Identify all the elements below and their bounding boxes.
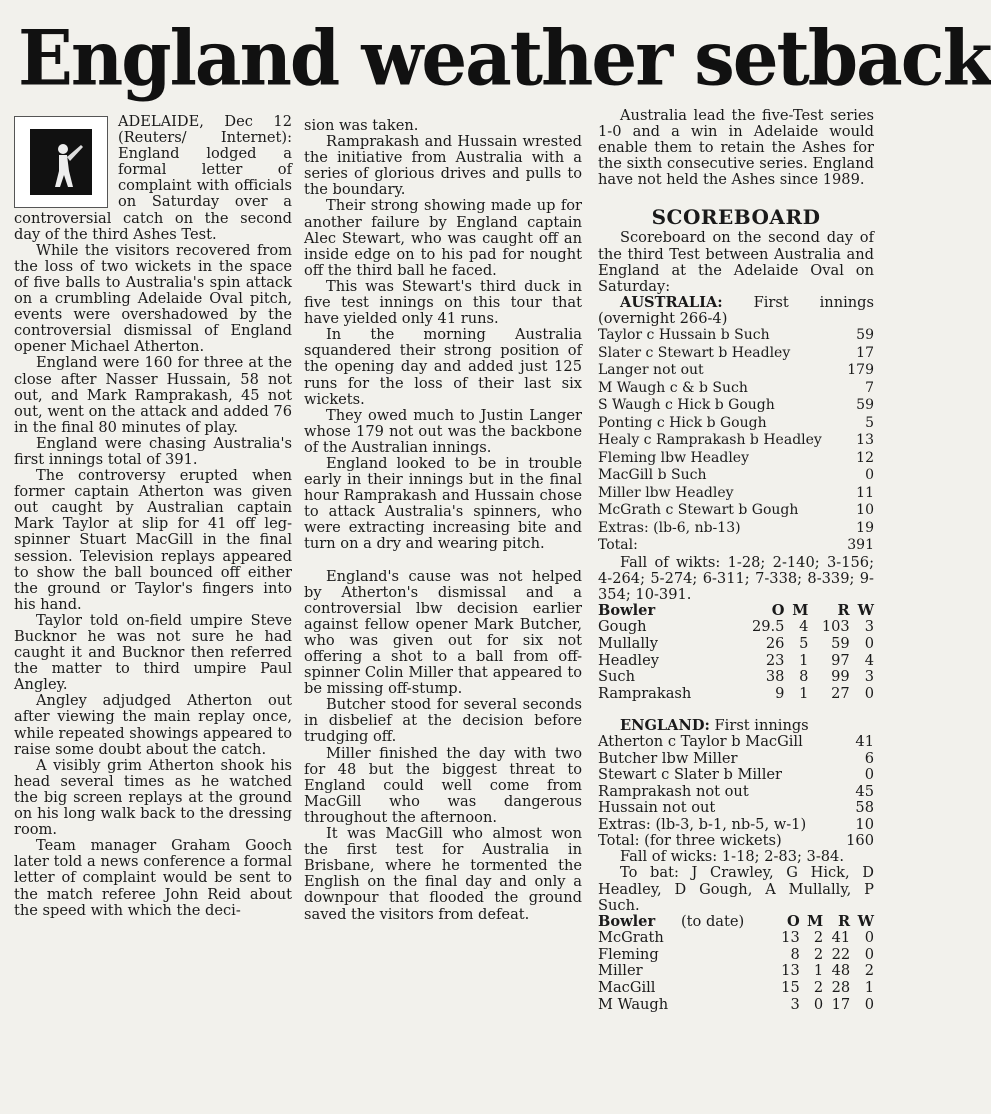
runs: 6 xyxy=(864,749,874,767)
runs: 391 xyxy=(847,537,874,554)
bowler-name: McGrath xyxy=(598,929,664,947)
batting-row xyxy=(598,415,874,433)
batting-row xyxy=(598,432,874,450)
bowling-figure: 3 xyxy=(864,668,874,686)
batting-row xyxy=(598,485,874,503)
runs: 13 xyxy=(856,432,874,449)
runs: 5 xyxy=(865,414,874,431)
bowler-name: Ramprakash xyxy=(598,684,692,702)
column-1-paragraph: While the visitors recovered from the loss of two wickets in the space of five balls to Australia's spin attack on a crumbling Adelaide Oval pitch, events were overshadowed by the controversial dismissal of England opener Michael Atherton. xyxy=(14,241,292,356)
batsman-entry: Ponting c Hick b Gough xyxy=(598,414,767,431)
batting-row xyxy=(598,833,874,849)
bowling-row xyxy=(598,653,874,670)
australia-fall-of-wickets: Fall of wikts: 1-28; 2-140; 3-156; 4-264; 5-274; 6-311; 7-338; 8-339; 9-354; 10-391. xyxy=(598,553,874,603)
article-column-1 xyxy=(14,114,292,919)
column-2-paragraph: In the morning Australia squandered their strong position of the opening day and added just 125 runs for the loss of their last six wickets. xyxy=(304,326,582,408)
column-1-paragraph: Angley adjudged Atherton out after viewing the main replay once, while repeated showings appeared to raise some doubt about the catch. xyxy=(14,692,292,758)
series-summary: Australia lead the five-Test series 1-0 and a win in Adelaide would enable them to retain the Ashes for the sixth consecutive series. England have not held the Ashes since 1989. xyxy=(598,107,874,189)
bowling-figure: 27 xyxy=(831,684,850,702)
batsman-entry: Extras: (lb-3, b-1, nb-5, w-1) xyxy=(598,815,807,833)
bowling-column-header: R xyxy=(837,601,850,619)
column-2-paragraph: Their strong showing made up for another failure by England captain Alec Stewart, who was caught off an inside edge on to his pad for nought off the third ball he faced. xyxy=(304,197,582,279)
bowling-header-row xyxy=(598,914,874,931)
bowling-figure: 1 xyxy=(864,979,874,997)
bowling-row xyxy=(598,947,874,964)
batsman-entry: MacGill b Such xyxy=(598,467,707,484)
batsman-entry: Butcher lbw Miller xyxy=(598,749,738,767)
bowling-figure: 22 xyxy=(831,945,851,963)
bowling-column-header: W xyxy=(857,601,874,619)
bowling-column-header: Bowler xyxy=(598,601,656,619)
england-fall-of-wickets: Fall of wicks: 1-18; 2-83; 3-84. xyxy=(620,848,844,866)
runs: 179 xyxy=(847,362,874,379)
batting-row xyxy=(598,800,874,816)
bowling-row xyxy=(598,686,874,703)
column-1-paragraph: The controversy erupted when former captain Atherton was given out caught by Australian captain Mark Taylor at slip for 41 off leg-spinner Stuart MacGill in the final session. Television replays appeared to show the ball bounced off either the ground or Taylor's fingers into his hand. xyxy=(14,467,292,613)
batsman-entry: Healy c Ramprakash b Headley xyxy=(598,432,822,449)
scoreboard-heading: SCOREBOARD xyxy=(651,205,821,230)
bowling-figure: 103 xyxy=(821,618,850,636)
article-column-3 xyxy=(598,108,874,1013)
bowling-figure: 0 xyxy=(864,635,874,652)
runs: 11 xyxy=(856,484,874,501)
runs: 17 xyxy=(856,344,874,361)
bowling-figure: 13 xyxy=(781,929,800,947)
bowling-figure: 1 xyxy=(813,962,824,980)
batsman-entry: Total: (for three wickets) xyxy=(598,831,782,849)
england-bowling-table xyxy=(598,603,874,703)
batsman-entry: McGrath c Stewart b Gough xyxy=(598,502,799,519)
bowling-figure: 1 xyxy=(799,684,809,702)
column-1-paragraph: Team manager Graham Gooch later told a news conference a formal letter of complaint would be sent to the match referee John Reid about the speed with which the deci- xyxy=(14,837,292,919)
runs: 0 xyxy=(864,766,874,784)
bowling-figure: 2 xyxy=(813,945,824,963)
bowler-name: Gough xyxy=(598,618,647,636)
column-1-paragraph: Taylor told on-field umpire Steve Bucknor he was not sure he had caught it and Bucknor then referred the matter to third umpire Paul Angley. xyxy=(14,611,292,694)
runs: 45 xyxy=(855,782,874,800)
bowling-row xyxy=(598,636,874,653)
runs: 12 xyxy=(856,449,874,466)
bowling-figure: 4 xyxy=(799,618,809,636)
batsman-silhouette-icon xyxy=(33,135,89,195)
column-1-paragraph: A visibly grim Atherton shook his head several times as he watched the big screen replays at the ground on his long walk back to the dressing room. xyxy=(14,756,292,839)
batsman-entry: Total: xyxy=(598,537,638,554)
batsman-entry: Fleming lbw Headley xyxy=(598,449,750,466)
bowler-name: MacGill xyxy=(598,979,656,997)
runs: 59 xyxy=(856,397,874,414)
bowling-column-header: W xyxy=(857,912,874,930)
batsman-entry: Langer not out xyxy=(598,362,704,379)
bowling-figure: 59 xyxy=(831,635,850,652)
batting-row xyxy=(598,467,874,485)
column-2-paragraph: This was Stewart's third duck in five test innings on this tour that have yielded only 41 runs. xyxy=(304,277,582,328)
runs: 0 xyxy=(865,467,874,484)
batting-row xyxy=(598,734,874,750)
batsman-entry: Atherton c Taylor b MacGill xyxy=(598,733,803,751)
batting-row xyxy=(598,520,874,538)
batsman-entry: Miller lbw Headley xyxy=(598,484,734,501)
batting-row xyxy=(598,450,874,468)
runs: 7 xyxy=(865,379,874,396)
bowling-figure: 0 xyxy=(864,684,874,702)
column-1-paragraph: ADELAIDE, Dec 12 (Reuters/ Internet): England lodged a formal letter of complaint with officials on Saturday over a controversial catch on the second day of the third Ashes Test. xyxy=(14,113,292,243)
bowling-column-header: O xyxy=(787,912,800,930)
bowling-figure: 0 xyxy=(864,995,874,1013)
to-bat-list: To bat: J Crawley, G Hick, D Headley, D Gough, A Mullally, P Such. xyxy=(598,864,874,914)
article-column-2 xyxy=(304,118,582,923)
england-batting-card xyxy=(598,734,874,849)
bowling-figure: 2 xyxy=(813,929,824,947)
bowling-figure: 0 xyxy=(864,945,874,963)
bowling-figure: 99 xyxy=(831,668,850,686)
batting-row xyxy=(598,397,874,415)
batsman-entry: Ramprakash not out xyxy=(598,782,749,800)
batting-row xyxy=(598,817,874,833)
bowling-figure: 2 xyxy=(864,962,874,980)
bowling-column-header: M xyxy=(807,912,824,930)
runs: 10 xyxy=(856,502,874,519)
bowling-column-header: Bowler xyxy=(598,912,656,930)
bowling-figure: 2 xyxy=(813,979,824,997)
bowling-figure: 1 xyxy=(799,651,809,669)
batsman-entry: Slater c Stewart b Headley xyxy=(598,344,791,361)
bowler-name: Miller xyxy=(598,962,643,980)
bowling-row xyxy=(598,619,874,636)
batting-row xyxy=(598,362,874,380)
bowler-name: Fleming xyxy=(598,945,659,963)
bowler-name: Such xyxy=(598,668,635,686)
column-2-paragraph: Miller finished the day with two for 48 but the biggest threat to England could well come from MacGill who was dangerous throughout the afternoon. xyxy=(304,744,582,826)
bowling-figure: 3 xyxy=(790,995,800,1013)
column-2-paragraph: Ramprakash and Hussain wrested the initiative from Australia with a series of glorious drives and pulls to the boundary. xyxy=(304,133,582,199)
bowling-figure: 41 xyxy=(831,929,851,947)
bowling-figure: 26 xyxy=(765,635,785,652)
batsman-entry: Taylor c Hussain b Such xyxy=(598,327,770,344)
bowling-figure: 23 xyxy=(765,651,785,669)
bowling-figure: 5 xyxy=(799,635,809,652)
bowling-row xyxy=(598,930,874,947)
bowling-column-header: R xyxy=(838,912,851,930)
batsman-entry: S Waugh c Hick b Gough xyxy=(598,397,775,414)
batting-row xyxy=(598,784,874,800)
column-1-paragraph: England were 160 for three at the close after Nasser Hussain, 58 not out, and Mark Ramprakash, 45 not out, went on the attack and added 76 in the final 80 minutes of play. xyxy=(14,354,292,436)
bowling-figure: 0 xyxy=(813,995,824,1013)
bowling-figure: 0 xyxy=(864,929,874,947)
bowling-figure: 97 xyxy=(831,651,850,669)
batsman-entry: M Waugh c & b Such xyxy=(598,379,748,396)
bowling-figure: 17 xyxy=(831,995,851,1013)
bowling-figure: 28 xyxy=(831,979,851,997)
column-1-paragraph: England were chasing Australia's first innings total of 391. xyxy=(14,434,292,468)
headline: England weather setback xyxy=(18,13,991,103)
bowler-name: Mullally xyxy=(598,635,658,652)
column-2-paragraph: sion was taken. xyxy=(304,117,419,134)
bowling-row xyxy=(598,997,874,1014)
bowling-figure: 29.5 xyxy=(751,618,785,636)
batting-row xyxy=(598,327,874,345)
runs: 41 xyxy=(855,733,874,751)
batting-row xyxy=(598,751,874,767)
england-innings-heading: ENGLAND: First innings xyxy=(620,717,809,735)
bowling-figure: 8 xyxy=(799,668,809,686)
bowling-column-header: O xyxy=(771,601,785,619)
bowling-figure: 48 xyxy=(831,962,851,980)
batsman-entry: Hussain not out xyxy=(598,799,716,817)
runs: 160 xyxy=(846,831,874,849)
bowling-column-header: M xyxy=(792,601,809,619)
batsman-entry: Stewart c Slater b Miller xyxy=(598,766,783,784)
batting-row xyxy=(598,767,874,783)
runs: 59 xyxy=(856,327,874,344)
bowling-figure: 8 xyxy=(790,945,800,963)
scoreboard-intro: Scoreboard on the second day of the third Test between Australia and England at the Adelaide Oval on Saturday: xyxy=(598,229,874,295)
bowling-row xyxy=(598,980,874,997)
batting-row xyxy=(598,345,874,363)
batting-row xyxy=(598,502,874,520)
bowling-figure: 38 xyxy=(765,668,785,686)
australia-bowling-table xyxy=(598,914,874,1014)
bowling-figure: 4 xyxy=(864,651,874,669)
column-2-paragraph: Butcher stood for several seconds in disbelief at the decision before trudging off. xyxy=(304,696,582,746)
bowling-row xyxy=(598,669,874,686)
bowling-figure: 3 xyxy=(864,618,874,636)
column-2-paragraph: England's cause was not helped by Atherton's dismissal and a controversial lbw decision earlier against fellow opener Mark Butcher, who was given out for six not offering a shot to a ball from off-spinner Colin Miller that appeared to be missing off-stump. xyxy=(304,567,582,698)
column-2-paragraph: It was MacGill who almost won the first test for Australia in Brisbane, where he tormented the English on the final day and only a downpour that flooded the ground saved the visitors from defeat. xyxy=(304,825,582,923)
australia-innings-heading: AUSTRALIA: First innings (overnight 266-4) xyxy=(598,293,874,327)
bowler-name: M Waugh xyxy=(598,995,669,1013)
bowling-header-row xyxy=(598,603,874,620)
bowling-column-header: (to date) xyxy=(680,912,745,930)
batsman-entry: Extras: (lb-6, nb-13) xyxy=(598,519,741,536)
bowling-figure: 15 xyxy=(781,979,800,997)
runs: 19 xyxy=(856,519,874,536)
column-2-paragraph: England looked to be in trouble early in their innings but in the final hour Ramprakash and Hussain chose to attack Australia's spinners, who were extracting increasing bite and turn on a dry and wearing pitch. xyxy=(304,454,582,553)
batting-row xyxy=(598,537,874,555)
column-2-paragraph: They owed much to Justin Langer whose 179 not out was the backbone of the Australian innings. xyxy=(304,406,582,456)
bowling-row xyxy=(598,963,874,980)
bowling-figure: 9 xyxy=(775,684,785,702)
cricketer-photo xyxy=(14,116,108,208)
australia-batting-card xyxy=(598,327,874,555)
batting-row xyxy=(598,380,874,398)
runs: 58 xyxy=(855,799,874,817)
runs: 10 xyxy=(855,815,874,833)
bowler-name: Headley xyxy=(598,651,659,669)
bowling-figure: 13 xyxy=(781,962,800,980)
